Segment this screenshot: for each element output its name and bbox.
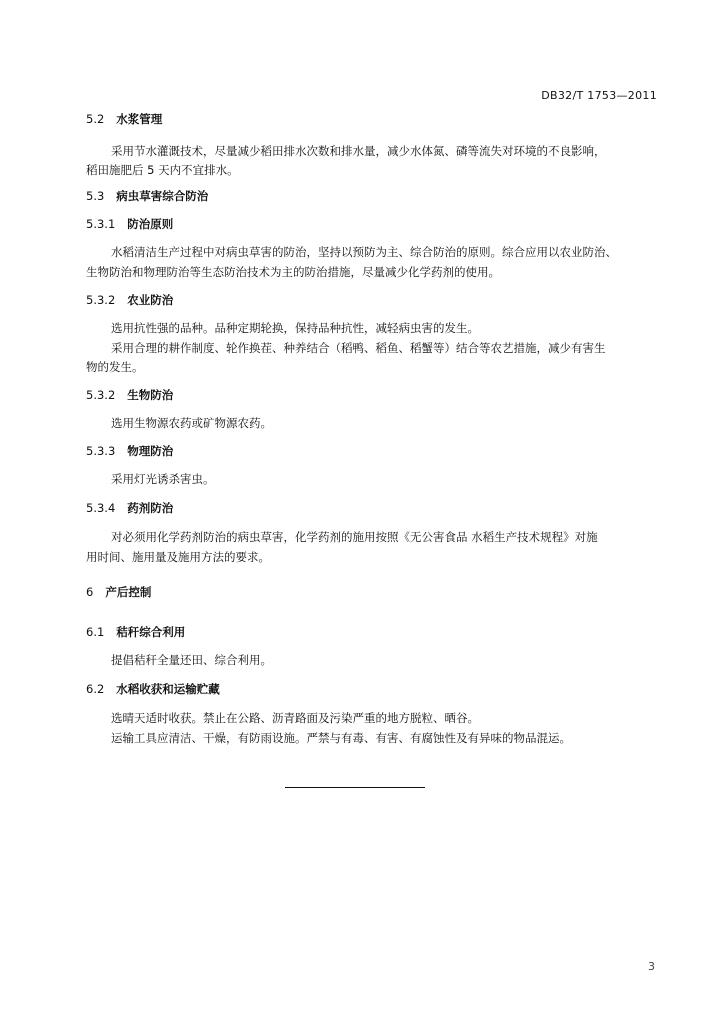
paragraph-line: 用时间、施用量及施用方法的要求。	[86, 550, 270, 564]
paragraph-line: 水稻清洁生产过程中对病虫草害的防治，坚持以预防为主、综合防治的原则。综合应用以农业防治、	[111, 245, 617, 259]
section-title: 秸秆综合利用	[116, 625, 186, 639]
paragraph-line: 提倡秸秆全量还田、综合利用。	[111, 653, 272, 667]
section-number: 6.2	[86, 682, 105, 696]
section-number: 5.3.2	[86, 388, 116, 402]
section-title: 物理防治	[127, 444, 174, 458]
section-number: 5.3.3	[86, 444, 116, 458]
section-title: 水稻收获和运输贮藏	[116, 682, 220, 696]
section-heading-5-3	[86, 188, 208, 204]
section-title: 水浆管理	[116, 112, 163, 126]
paragraph-line: 选用抗性强的品种。品种定期轮换，保持品种抗性，减轻病虫害的发生。	[111, 321, 479, 335]
section-heading-5-3-1	[86, 216, 173, 232]
end-rule	[285, 787, 425, 788]
paragraph-line: 采用灯光诱杀害虫。	[111, 472, 215, 486]
section-heading-5-3-2-bio	[86, 387, 173, 403]
section-title: 防治原则	[127, 217, 174, 231]
section-heading-6	[86, 584, 151, 600]
section-heading-5-2	[86, 111, 162, 127]
paragraph-line: 生物防治和物理防治等生态防治技术为主的防治措施，尽量减少化学药剂的使用。	[86, 265, 500, 279]
section-number: 5.3	[86, 189, 105, 203]
paragraph-line: 选用生物源农药或矿物源农药。	[111, 416, 272, 430]
section-number: 6.1	[86, 625, 105, 639]
section-heading-6-1	[86, 624, 185, 640]
paragraph-line: 采用合理的耕作制度、轮作换茬、种养结合（稻鸭、稻鱼、稻蟹等）结合等农艺措施，减少有害生	[111, 341, 606, 355]
section-heading-5-3-3	[86, 443, 173, 459]
section-heading-6-2	[86, 681, 220, 697]
paragraph-line: 采用节水灌溉技术，尽量减少稻田排水次数和排水量，减少水体氮、磷等流失对环境的不良影响，	[111, 144, 606, 158]
section-number: 5.2	[86, 112, 105, 126]
section-number: 5.3.2	[86, 293, 116, 307]
section-heading-5-3-4	[86, 500, 173, 516]
standard-code: DB32/T 1753—2011	[541, 89, 657, 102]
section-number: 5.3.1	[86, 217, 116, 231]
paragraph-line: 运输工具应清洁、干燥，有防雨设施。严禁与有毒、有害、有腐蚀性及有异味的物品混运。	[111, 731, 571, 745]
section-heading-5-3-2-agri	[86, 292, 173, 308]
section-title: 药剂防治	[127, 501, 174, 515]
section-title: 农业防治	[127, 293, 174, 307]
section-number: 6	[86, 585, 94, 599]
section-title: 产后控制	[105, 585, 152, 599]
section-title: 病虫草害综合防治	[116, 189, 209, 203]
paragraph-line: 稻田施肥后 5 天内不宜排水。	[86, 163, 239, 177]
section-title: 生物防治	[127, 388, 174, 402]
page-number: 3	[648, 960, 655, 973]
paragraph-line: 物的发生。	[86, 360, 144, 374]
section-number: 5.3.4	[86, 501, 116, 515]
paragraph-line: 对必须用化学药剂防治的病虫草害，化学药剂的施用按照《无公害食品 水稻生产技术规程》对施	[111, 530, 598, 544]
paragraph-line: 选晴天适时收获。禁止在公路、沥青路面及污染严重的地方脱粒、晒谷。	[111, 711, 479, 725]
